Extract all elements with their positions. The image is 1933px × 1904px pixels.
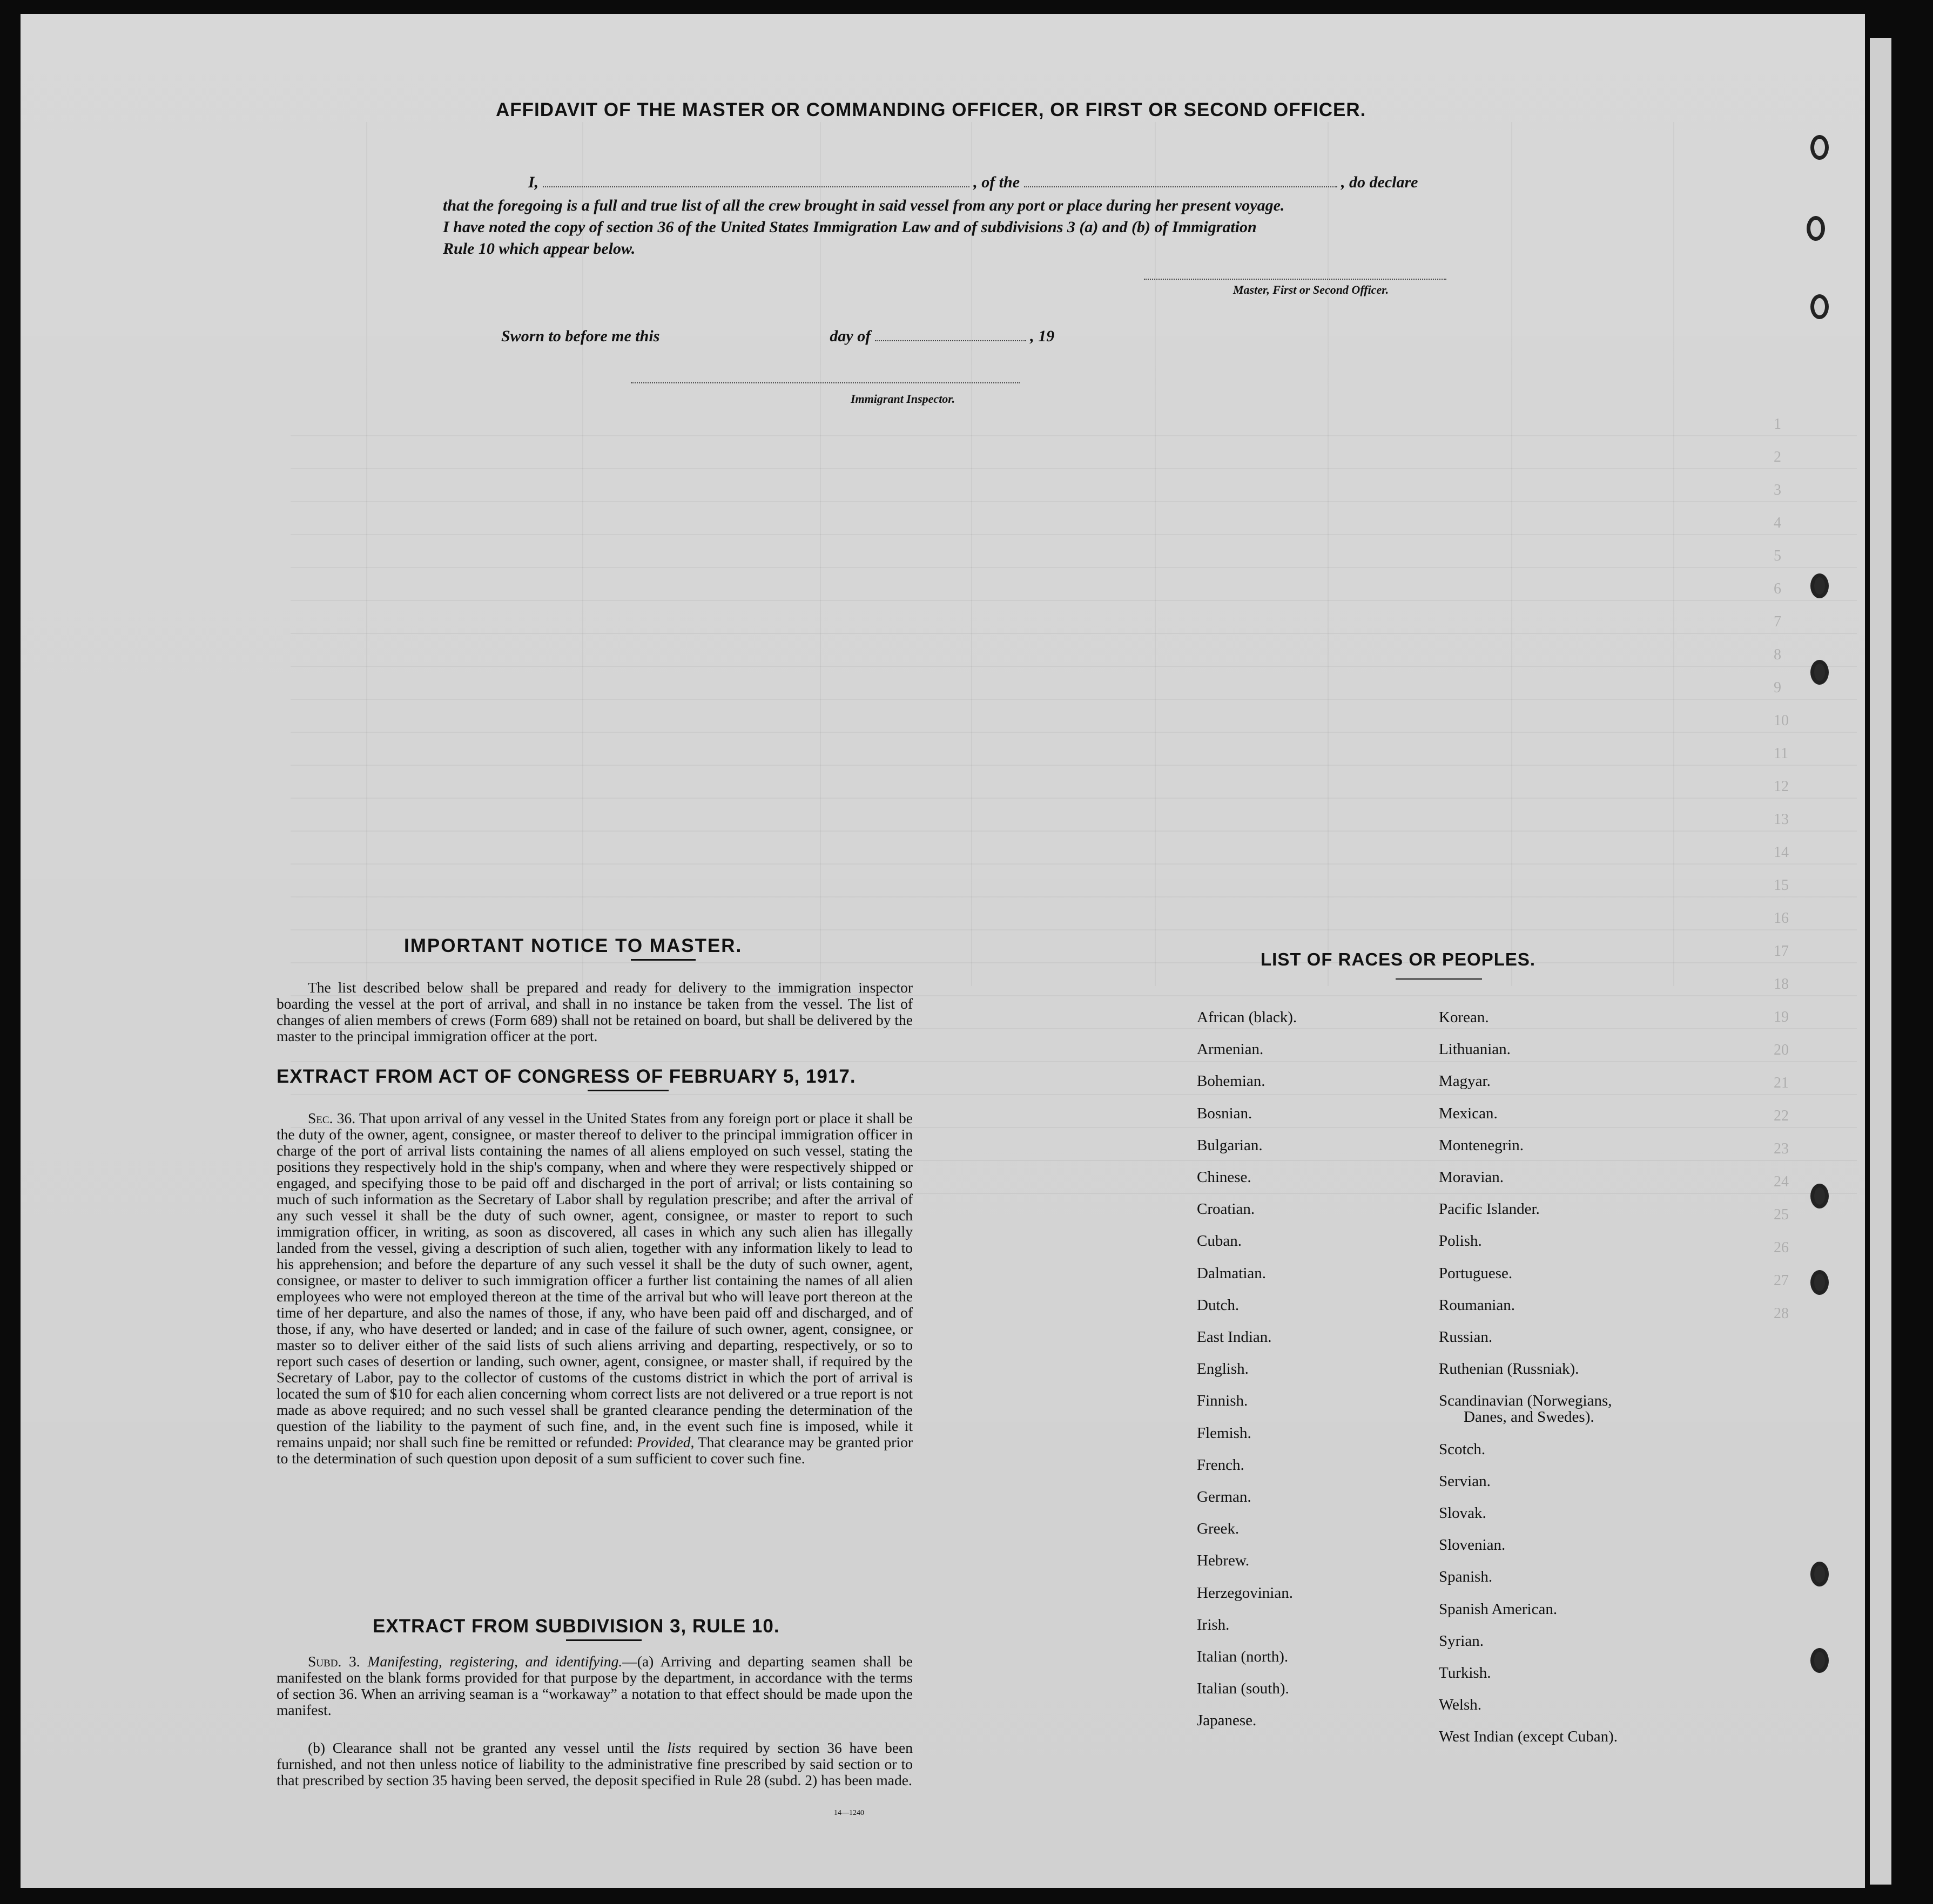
race-item: Dalmatian. xyxy=(1197,1264,1267,1282)
affidavit-line-2: that the foregoing is a full and true list of all the crew brought in said vessel from any port or place during her present voyage. xyxy=(443,197,1285,214)
ghost-row-line xyxy=(291,567,1857,568)
ghost-row-line xyxy=(291,962,1857,963)
race-item: Bulgarian. xyxy=(1197,1136,1263,1154)
race-item: West Indian (except Cuban). xyxy=(1439,1728,1618,1746)
margin-row-number: 15 xyxy=(1774,877,1789,894)
subd-para-a: —(a) Arriving and departing seamen shall be manifested on the blank forms provided for that purpose by the department, in accordance with the terms of section 36. When an arriving seaman is a “workaway” a notation to that effect should be made upon the manifest. xyxy=(277,1653,913,1718)
race-item: Polish. xyxy=(1439,1232,1482,1250)
punch-hole xyxy=(1810,1648,1829,1673)
margin-row-number: 14 xyxy=(1774,844,1789,861)
race-item: Italian (south). xyxy=(1197,1680,1289,1698)
margin-row-number: 16 xyxy=(1774,910,1789,927)
extract-rule-title: EXTRACT FROM SUBDIVISION 3, RULE 10. xyxy=(373,1616,780,1637)
notice-title: IMPORTANT NOTICE TO MASTER. xyxy=(404,935,743,956)
race-item: Bosnian. xyxy=(1197,1104,1252,1122)
notice-title-rule xyxy=(631,959,696,961)
ghost-row-line xyxy=(291,831,1857,832)
race-item: Finnish. xyxy=(1197,1392,1248,1410)
race-item: Korean. xyxy=(1439,1009,1489,1026)
margin-row-number: 11 xyxy=(1774,745,1788,762)
ghost-row-line xyxy=(291,765,1857,766)
race-item: Japanese. xyxy=(1197,1712,1257,1730)
race-item: Armenian. xyxy=(1197,1041,1264,1058)
ghost-column-line xyxy=(1511,122,1512,986)
race-item: Lithuanian. xyxy=(1439,1041,1511,1058)
margin-row-number: 7 xyxy=(1774,613,1781,630)
punch-hole xyxy=(1810,1562,1829,1586)
race-item: Pacific Islander. xyxy=(1439,1200,1540,1218)
margin-row-number: 24 xyxy=(1774,1173,1789,1190)
race-item: Montenegrin. xyxy=(1439,1136,1524,1154)
ghost-column-line xyxy=(1673,122,1674,986)
ghost-row-line xyxy=(291,435,1857,436)
race-item: Irish. xyxy=(1197,1616,1230,1633)
race-item: African (black). xyxy=(1197,1009,1297,1026)
section-36-label: Sec. 36. xyxy=(308,1110,356,1126)
margin-row-number: 6 xyxy=(1774,580,1781,597)
race-item: Hebrew. xyxy=(1197,1552,1250,1570)
race-item: Syrian. xyxy=(1439,1632,1484,1650)
race-item: Roumanian. xyxy=(1439,1296,1515,1314)
margin-row-number: 19 xyxy=(1774,1009,1789,1025)
affidavit-line-3: I have noted the copy of section 36 of the United States Immigration Law and of subdivisions 3 (a) and (b) of Immigration xyxy=(443,218,1257,236)
subd-para-b-start: (b) Clearance shall not be granted any vessel until the xyxy=(308,1739,660,1756)
extract-act-title: EXTRACT FROM ACT OF CONGRESS OF FEBRUARY 5, 1917. xyxy=(277,1066,856,1087)
margin-row-number: 9 xyxy=(1774,679,1781,696)
race-item: Russian. xyxy=(1439,1328,1493,1346)
extract-rule-title-rule xyxy=(566,1639,642,1641)
race-item: Portuguese. xyxy=(1439,1264,1513,1282)
punch-hole xyxy=(1810,294,1829,319)
ghost-column-line xyxy=(366,122,367,986)
inspector-signature-label: Immigrant Inspector. xyxy=(851,392,955,406)
race-item: Greek. xyxy=(1197,1520,1240,1538)
margin-row-number: 17 xyxy=(1774,943,1789,960)
margin-row-number: 22 xyxy=(1774,1108,1789,1124)
race-item: Croatian. xyxy=(1197,1200,1255,1218)
affidavit-declare: , do declare xyxy=(1341,173,1418,191)
race-item: Slovak. xyxy=(1439,1504,1486,1522)
extract-act-title-rule xyxy=(588,1090,669,1091)
race-item: Bohemian. xyxy=(1197,1072,1265,1090)
race-item: Magyar. xyxy=(1439,1072,1491,1090)
race-item: Scotch. xyxy=(1439,1440,1486,1458)
sworn-label: Sworn to before me this xyxy=(501,327,660,345)
margin-row-number: 23 xyxy=(1774,1140,1789,1157)
notice-text: The list described below shall be prepared and ready for delivery to the immigration inspector boarding the vessel at the port of arrival, and shall in no instance be taken from the vessel. The list of changes of alien members of crews (Form 689) shall not be retained on board, but shall be delivered by the master to the principal immigration officer at the port. xyxy=(277,979,913,1044)
inspector-signature-line[interactable] xyxy=(631,375,1020,383)
margin-row-number: 12 xyxy=(1774,778,1789,795)
ghost-row-line xyxy=(291,1094,1857,1095)
ghost-row-line xyxy=(291,863,1857,865)
ghost-row-line xyxy=(291,699,1857,700)
master-signature-line[interactable] xyxy=(1144,268,1446,280)
ghost-row-line xyxy=(291,666,1857,667)
margin-row-number: 20 xyxy=(1774,1042,1789,1058)
ghost-row-line xyxy=(291,732,1857,733)
ghost-row-line xyxy=(291,896,1857,897)
subd-label: Subd. 3. xyxy=(308,1653,360,1670)
punch-hole xyxy=(1807,216,1825,241)
section-36-body: That upon arrival of any vessel in the United States from any foreign port or place it shall be the duty of the owner, agent, consignee, or master thereof to deliver to the principal immigration officer in charge of the port of arrival lists containing the names of all aliens employed on such vessel, stating the positions they respectively hold in the ship's company, when and where they were respectively shipped or engaged, and specifying those to be paid off and discharged in the port of arrival; or lists containing so much of such information as the Secretary of Labor shall by regulation prescribe; and after the arrival of any such vessel it shall be the duty of such owner, agent, consignee, or master to report to such immigration officer, in writing, as soon as discovered, all cases in which any such alien has illegally landed from the vessel, giving a description of such alien, together with any information likely to lead to his apprehension; and before the departure of any such vessel it shall be the duty of such owner, agent, consignee, or master to deliver to such immigration officer a further list containing the names of all alien employees who were not employed thereon at the time of the arrival but who will leave port thereon at the time of her departure, and also the names of those, if any, who have been paid off and discharged, and of those, if any, who have deserted or landed; and in case of the failure of such owner, agent, consignee, or master so to deliver either of the said lists of such aliens arriving and departing, respectively, or so to report such cases of desertion or landing, such owner, agent, consignee, or master shall, if required by the Secretary of Labor, pay to the collector of customs of the customs district in which the port of arrival is located the sum of $10 for each alien concerning whom correct lists are not delivered or a true report is not made as above required; and no such vessel shall be granted clearance pending the determination of the question of the liability to the payment of such fine, and, in the event such fine is imposed, while it remains unpaid; nor shall such fine be remitted or refunded: xyxy=(277,1110,913,1450)
race-item: Herzegovinian. xyxy=(1197,1584,1293,1602)
master-signature-label: Master, First or Second Officer. xyxy=(1233,283,1389,296)
sworn-year-label: , 19 xyxy=(1030,327,1055,345)
punch-hole xyxy=(1810,573,1829,598)
affidavit-i: I, xyxy=(528,173,539,191)
ghost-column-line xyxy=(1328,122,1329,986)
punch-hole xyxy=(1810,1270,1829,1295)
race-item: Italian (north). xyxy=(1197,1648,1289,1665)
ghost-row-line xyxy=(291,929,1857,930)
subd-heading: Manifesting, registering, and identifying. xyxy=(367,1653,623,1670)
document-page xyxy=(21,14,1865,1888)
affidavit-line-4: Rule 10 which appear below. xyxy=(443,240,636,258)
race-item: Mexican. xyxy=(1439,1104,1498,1122)
binding-strip xyxy=(1870,38,1891,1885)
ghost-row-line xyxy=(291,798,1857,799)
race-item: Slovenian. xyxy=(1439,1536,1506,1554)
provided-text: That clearance may be granted prior to the determination of such question upon deposit of a sum sufficient to cover such fine. xyxy=(277,1434,913,1467)
race-item: Welsh. xyxy=(1439,1696,1482,1714)
margin-row-number: 4 xyxy=(1774,515,1781,531)
ghost-row-line xyxy=(291,468,1857,469)
margin-row-number: 2 xyxy=(1774,449,1781,465)
margin-row-number: 27 xyxy=(1774,1272,1789,1289)
race-item: Servian. xyxy=(1439,1472,1491,1490)
race-item: Scandinavian (Norwegians, xyxy=(1439,1392,1612,1410)
sworn-line xyxy=(501,327,1257,346)
race-item: Chinese. xyxy=(1197,1169,1251,1186)
race-item: Turkish. xyxy=(1439,1664,1491,1682)
race-item: Flemish. xyxy=(1197,1424,1251,1442)
punch-hole xyxy=(1810,660,1829,685)
ghost-row-line xyxy=(291,501,1857,502)
affidavit-line-1 xyxy=(528,173,1500,192)
margin-row-number: 10 xyxy=(1774,712,1789,729)
margin-row-number: 8 xyxy=(1774,646,1781,663)
margin-row-number: 1 xyxy=(1774,416,1781,433)
provided-label: Provided, xyxy=(636,1434,695,1450)
vessel-name-field[interactable] xyxy=(1024,186,1337,187)
subd-para-b-lists: lists xyxy=(667,1739,691,1756)
race-item: English. xyxy=(1197,1360,1249,1378)
ghost-row-line xyxy=(291,534,1857,535)
margin-row-number: 21 xyxy=(1774,1075,1789,1091)
section-36-text xyxy=(277,1110,913,1467)
ghost-row-line xyxy=(291,633,1857,634)
affidavit-title: AFFIDAVIT OF THE MASTER OR COMMANDING OFFICER, OR FIRST OR SECOND OFFICER. xyxy=(496,99,1366,120)
margin-row-number: 5 xyxy=(1774,548,1781,564)
margin-row-number: 18 xyxy=(1774,976,1789,992)
margin-row-number: 13 xyxy=(1774,811,1789,828)
subdivision-3b-text xyxy=(277,1740,913,1788)
races-title: LIST OF RACES OR PEOPLES. xyxy=(1261,949,1536,969)
race-item: Danes, and Swedes). xyxy=(1464,1408,1594,1426)
master-name-field[interactable] xyxy=(543,186,969,187)
punch-hole xyxy=(1810,1184,1829,1208)
margin-row-number: 25 xyxy=(1774,1206,1789,1223)
race-item: Dutch. xyxy=(1197,1296,1240,1314)
form-number: 14—1240 xyxy=(834,1809,864,1817)
sworn-month-field[interactable] xyxy=(875,340,1026,341)
races-title-rule xyxy=(1396,978,1482,980)
race-item: Cuban. xyxy=(1197,1232,1242,1250)
race-item: Spanish American. xyxy=(1439,1600,1558,1618)
ghost-row-line xyxy=(291,600,1857,601)
subd-para-b-rest: required by section 36 have been furnished, and not then unless notice of liability to the administrative fine prescribed by said section or to that prescribed by section 35 having been served, the deposit specified in Rule 28 (subd. 2) has been made. xyxy=(277,1739,913,1788)
ghost-column-line xyxy=(1155,122,1156,986)
race-item: French. xyxy=(1197,1456,1244,1474)
race-item: Spanish. xyxy=(1439,1568,1493,1586)
subdivision-3a-text xyxy=(277,1653,913,1718)
race-item: German. xyxy=(1197,1488,1251,1505)
punch-hole xyxy=(1810,135,1829,160)
margin-row-number: 3 xyxy=(1774,482,1781,498)
ghost-column-line xyxy=(971,122,972,986)
affidavit-of-the: , of the xyxy=(973,173,1020,191)
day-of-label: day of xyxy=(830,327,871,345)
race-item: Ruthenian (Russniak). xyxy=(1439,1360,1579,1378)
margin-row-number: 28 xyxy=(1774,1305,1789,1322)
ghost-row-line xyxy=(291,1061,1857,1062)
race-item: East Indian. xyxy=(1197,1328,1272,1346)
race-item: Moravian. xyxy=(1439,1169,1504,1186)
margin-row-number: 26 xyxy=(1774,1239,1789,1256)
